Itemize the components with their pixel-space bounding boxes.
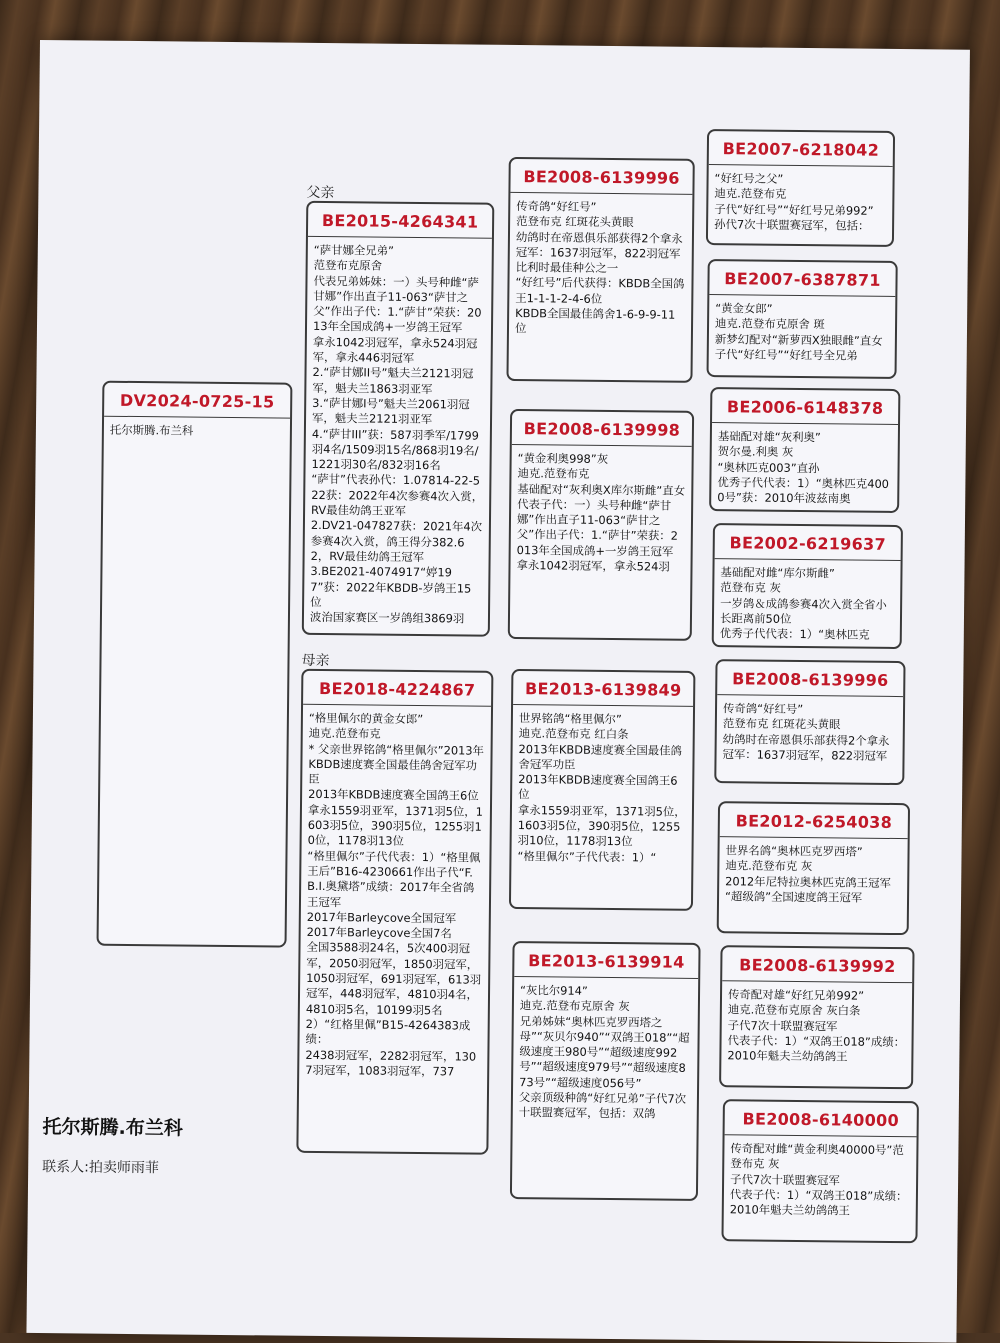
owner-name: 托尔斯腾.布兰科 xyxy=(42,1116,183,1140)
ggp-1-ring: BE2007-6218042 xyxy=(709,131,893,167)
paternal-granddam-card xyxy=(508,409,694,641)
paternal-granddam-ring: BE2008-6139998 xyxy=(512,411,692,447)
ggp-2-card xyxy=(707,259,898,379)
father-text: “萨甘娜全兄弟” 范登布克原舍 代表兄弟姊妹：一）头号种雌“萨甘娜”作出直子11-063“萨甘之父”作出子代：1.“萨甘”荣获：2013年全国成鸽+一岁鸽王冠军 拿永1042羽冠军，拿永524羽冠军，拿永446羽冠军 2.“萨甘娜II号”魁夫兰2121羽冠军，魁夫兰1863羽亚军 3.“萨甘娜I号”魁夫兰2061羽冠军，魁夫兰2121羽亚军 4.“萨甘III”获：587羽季军/1799羽4名/1509羽15名/868羽19名/1221羽30名/832羽16名 “萨甘”代表孙代：1.07814-22-522获：2022年4次参赛4次入赏，RV最佳幼鸽王亚军 2.DV21-047827获：2021年4次参赛4次入赏，鸽王得分382.62，RV最佳幼鸽王冠军 3.BE2021-4074917“婷197”获：2022年KBDB-岁鸽王15位 波治国家赛区一岁鸽组3869羽 xyxy=(309,242,484,626)
maternal-granddam-text: “灰比尔914” 迪克.范登布克原舍 灰 兄弟姊妹“奥林匹克罗西塔之母”“灰贝尔940”“双鸽王018”“超级速度王980号”“超级速度992号”“超级速度979号”“超级速度873号”“超级速度056号” 父亲顶级种鸽“好红兄弟”子代7次十联盟赛冠军，包括：双鸽 xyxy=(518,983,690,1121)
subject-card xyxy=(97,381,293,948)
ggp-8-ring: BE2008-6140000 xyxy=(725,1101,917,1137)
ggp-7-text: 传奇配对雄“好红兄弟992” 迪克.范登布克原舍 灰白条 子代7次十联盟赛冠军 代表子代：1）“双鸽王018”成绩：2010年魁夫兰幼鸽鸽王 xyxy=(727,987,906,1064)
pedigree-sheet xyxy=(26,40,969,1343)
maternal-granddam-card xyxy=(510,941,701,1201)
ggp-5-text: 传奇鸽“好红号” 范登布克 红斑花头黄眼 幼鸽时在帝恩俱乐部获得2个拿永冠军：1637羽冠军，822羽冠军 xyxy=(722,701,890,763)
ggp-3-text: 基础配对雄“灰利奥” 贺尔曼.利奥 灰 “奥林匹克003”直孙 优秀子代代表：1）“奥林匹克4000号”获：2010年波兹南奥 xyxy=(717,429,890,506)
ggp-8-card xyxy=(721,1099,918,1243)
mother-label: 母亲 xyxy=(301,652,330,670)
maternal-grandsire-ring: BE2013-6139849 xyxy=(513,671,693,707)
mother-ring: BE2018-4224867 xyxy=(303,671,491,707)
ggp-1-card xyxy=(706,129,895,247)
paternal-grandsire-card xyxy=(506,157,694,383)
ggp-2-ring: BE2007-6387871 xyxy=(709,261,895,297)
maternal-grandsire-text: 世界铭鸽“格里佩尔” 迪克.范登布克 红白条 2013年KBDB速度赛全国最佳鸽舍冠军功臣 2013年KBDB速度赛全国鸽王6位 拿永1559羽亚军，1371羽5位，1603羽5位，390羽5位，1255羽10位，1178羽13位 “格里佩尔”子代代表：1）“ xyxy=(517,711,686,865)
ggp-6-text: 世界名鸽“奥林匹克罗西塔” 迪克.范登布克 灰 2012年尼特拉奥林匹克鸽王冠军 “超级鸽”全国速度鸽王冠军 xyxy=(724,843,891,905)
ggp-6-card xyxy=(717,801,910,935)
ggp-8-text: 传奇配对雌“黄金利奥40000号”范登布克 灰 子代7次十联盟赛冠军 代表子代：1）“双鸽王018”成绩：2010年魁夫兰幼鸽鸽王 xyxy=(729,1141,908,1218)
father-card xyxy=(302,201,495,637)
ggp-4-card xyxy=(712,523,903,649)
subject-text: 托尔斯腾.布兰科 xyxy=(109,422,194,438)
ggp-7-ring: BE2008-6139992 xyxy=(722,947,912,983)
ggp-3-card xyxy=(709,387,900,513)
paternal-grandsire-text: 传奇鸽“好红号” 范登布克 红斑花头黄眼 幼鸽时在帝恩俱乐部获得2个拿永冠军：1637羽冠军，822羽冠军 比利时最佳种公之一 “好红号”后代获得：KBDB全国鸽王1-1-1-2-4-6位 KBDB全国最佳鸽舍1-6-9-9-11位 xyxy=(514,198,685,336)
ggp-4-text: 基础配对雌“库尔斯雌” 范登布克 灰 一岁鸽＆成鸽参赛4次入赏全省小长距离前50位 优秀子代代表：1）“奥林匹克 xyxy=(719,565,887,642)
mother-card xyxy=(296,669,493,1155)
paternal-granddam-text: “黄金利奥998”灰 迪克.范登布克 基础配对“灰利奥X库尔斯雌”直女 代表子代：一）头号种雌“萨甘娜”作出直子11-063“萨甘之父”作出子代：1.“萨甘”荣获：2013年全国成鸽+一岁鸽王冠军 拿永1042羽冠军，拿永524羽 xyxy=(516,451,686,574)
father-ring: BE2015-4264341 xyxy=(308,203,492,239)
ggp-3-ring: BE2006-6148378 xyxy=(712,389,898,425)
subject-ring: DV2024-0725-15 xyxy=(104,383,290,419)
maternal-granddam-ring: BE2013-6139914 xyxy=(514,943,698,979)
ggp-5-ring: BE2008-6139996 xyxy=(717,661,903,697)
ggp-2-text: “黄金女郎” 迪克.范登布克原舍 斑 新梦幻配对“新萝西X独眼雌”直女 子代“好红号”“好红号全兄弟 xyxy=(714,301,883,363)
paternal-grandsire-ring: BE2008-6139996 xyxy=(510,159,692,195)
ggp-7-card xyxy=(719,945,914,1089)
maternal-grandsire-card xyxy=(509,669,696,911)
father-label: 父亲 xyxy=(306,184,335,202)
ggp-5-card xyxy=(714,659,905,785)
mother-text: “格里佩尔的黄金女郎” 迪克.范登布克 * 父亲世界铭鸽“格里佩尔”2013年KBDB速度赛全国最佳鸽舍冠军功臣 2013年KBDB速度赛全国鸽王6位 拿永1559羽亚军，1371羽5位，1603羽5位，390羽5位，1255羽10位，1178羽13位 “格里佩尔”子代代表：1）“格里佩王后”B16-4230661作出子代“F.B.I.奥黛塔”成绩：2017年全省鸽王冠军 2017年Barleycove全国冠军 2017年Barleycove全国7名 全国3588羽24名，5次400羽冠军，2050羽冠军，1850羽冠军，1050羽冠军，691羽冠军，613羽冠军，448羽冠军，4810羽4名，4810羽5名，10199羽5名 2）“红格里佩”B15-4264383成绩： 2438羽冠军，2282羽冠军，1307羽冠军，1083羽冠军，737 xyxy=(305,710,485,1079)
contact-line: 联系人:拍卖师雨菲 xyxy=(42,1159,159,1177)
ggp-1-text: “好红号之父” 迪克.范登布克 子代“好红号”“好红号兄弟992” 孙代7次十联盟赛冠军，包括： xyxy=(714,171,874,233)
ggp-4-ring: BE2002-6219637 xyxy=(715,525,901,561)
ggp-6-ring: BE2012-6254038 xyxy=(720,803,908,839)
